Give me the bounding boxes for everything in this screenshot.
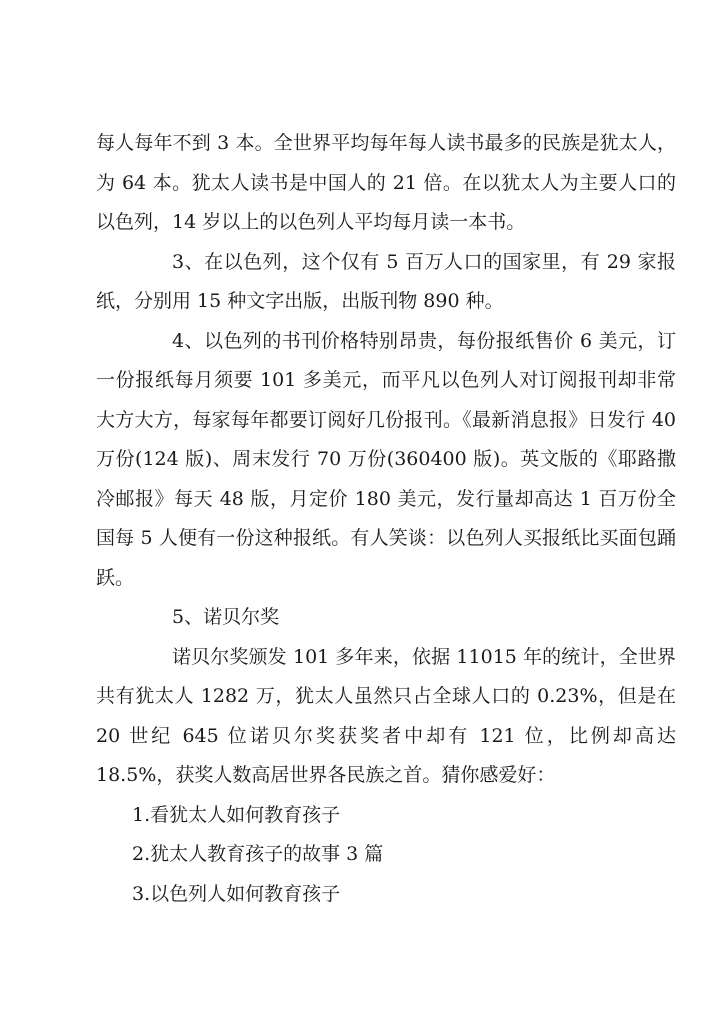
related-link-1[interactable]: 1.看犹太人如何教育孩子 [132, 803, 341, 826]
related-link-2[interactable]: 2.犹太人教育孩子的故事 3 篇 [132, 843, 384, 865]
paragraph-nobel-stats: 诺贝尔奖颁发 101 多年来，依据 11015 年的统计，全世界共有犹太人 1282 万，犹太人虽然只占全球人口的 0.23%，但是在 20 世纪 645 位诺贝尔奖获奖者中却有 121 位，比例却高达18.5%，获奖人数高居世界各民族之首。猜你感爱好： [96, 645, 683, 786]
related-link-3[interactable]: 3.以色列人如何教育孩子 [132, 882, 341, 905]
paragraph-newspaper-prices: 4、以色列的书刊价格特别昂贵，每份报纸售价 6 美元，订一份报纸每月须要 101 多美元，而平凡以色列人对订阅报刊却非常大方大方，每家每年都要订阅好几份报刊。《最新消息报》日发行 40 万份(124 版)、周末发行 70 万份(360400 版)。英文版的《耶路撒冷邮报》每天 48 版，月定价 180 美元，发行量却高达 1 百万份全国每 5 人便有一份这种报纸。有人笑谈：以色列人买报纸比买面包踊跃。 [96, 329, 683, 589]
paragraph-reading-stats: 每人每年不到 3 本。全世界平均每年每人读书最多的民族是犹太人，为 64 本。犹太人读书是中国人的 21 倍。在以犹太人为主要人口的以色列，14 岁以上的以色列人平均每月读一本书。 [96, 132, 676, 233]
document-body [96, 124, 683, 914]
section-heading-nobel: 5、诺贝尔奖 [172, 606, 280, 628]
paragraph-newspapers: 3、在以色列，这个仅有 5 百万人口的国家里，有 29 家报纸，分别用 15 种文字出版，出版刊物 890 种。 [96, 250, 676, 312]
